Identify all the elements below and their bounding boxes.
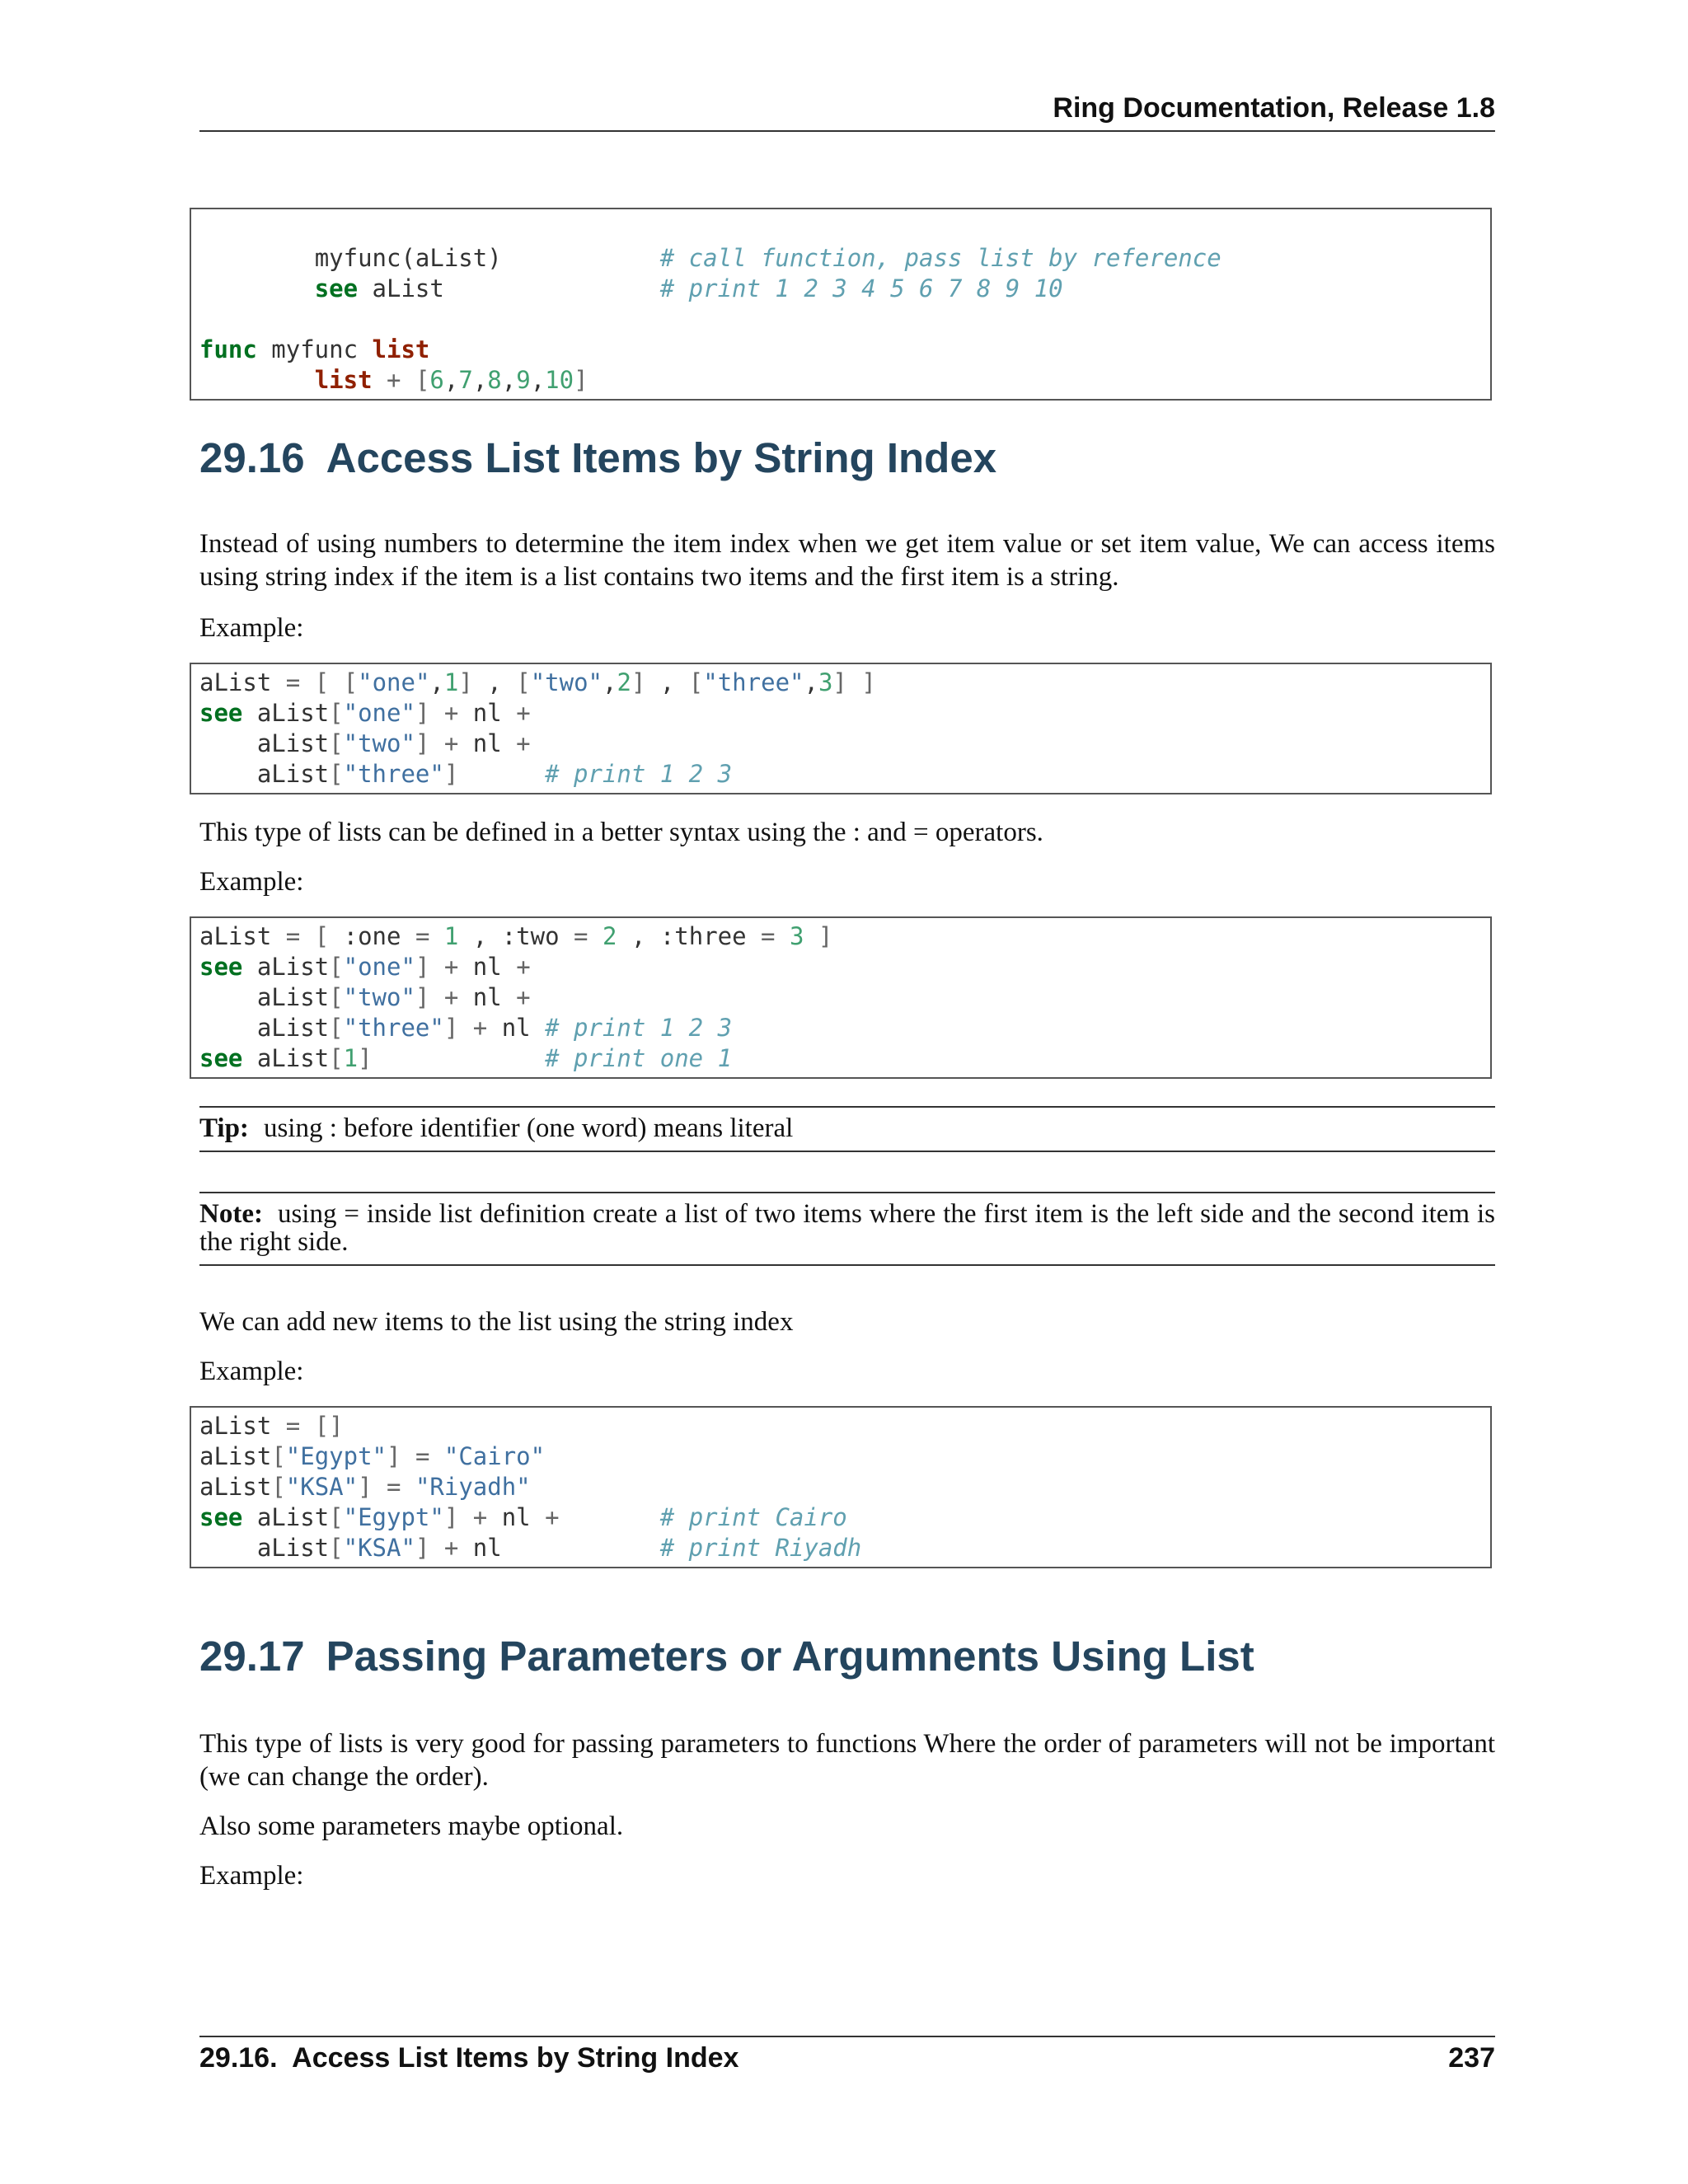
footer-rule [199, 2036, 1495, 2037]
footer-page-number: 237 [1448, 2042, 1495, 2074]
section-heading-29-17 [199, 1632, 1254, 1680]
code-line: see aList["one"] + nl + [199, 699, 531, 727]
note-label: Note: [199, 1199, 263, 1229]
code-line: see aList["Egypt"] + nl + # print Cairo [199, 1503, 847, 1531]
code-line: aList["two"] + nl + [199, 729, 531, 757]
code-line: func myfunc list [199, 335, 430, 363]
paragraph: This type of lists can be defined in a better syntax using the : and = operators. [199, 818, 1043, 847]
header-rule [199, 130, 1495, 132]
tip-label: Tip: [199, 1113, 249, 1143]
code-line: aList["two"] + nl + [199, 983, 531, 1011]
paragraph: Also some parameters maybe optional. [199, 1811, 624, 1841]
paragraph: We can add new items to the list using the string index [199, 1307, 794, 1337]
example-label: Example: [199, 1861, 304, 1891]
code-line: aList = [ :one = 1 , :two = 2 , :three = 3 ] [199, 922, 833, 950]
tip-bottom-rule [199, 1151, 1495, 1152]
section-heading-29-16 [199, 434, 996, 482]
code-line: see aList # print 1 2 3 4 5 6 7 8 9 10 [314, 274, 1063, 302]
code-line: aList["three"] # print 1 2 3 [199, 760, 733, 788]
tip-text: using : before identifier (one word) means literal [263, 1113, 794, 1143]
paragraph: This type of lists is very good for passing parameters to functions Where the order of parameters will not be important (we can change the order). [199, 1729, 1495, 1792]
code-line: see aList["one"] + nl + [199, 953, 531, 981]
example-label: Example: [199, 867, 304, 897]
footer-section-ref: 29.16. Access List Items by String Index [199, 2042, 739, 2074]
code-line: list + [6,7,8,9,10] [314, 366, 588, 394]
code-line: see aList[1] # print one 1 [199, 1044, 733, 1072]
code-line: aList["KSA"] + nl # print Riyadh [199, 1534, 862, 1562]
example-label: Example: [199, 613, 304, 643]
tip-box [199, 1106, 1495, 1152]
note-box [199, 1192, 1495, 1266]
code-block-4 [190, 1406, 1492, 1568]
code-block-1 [190, 208, 1492, 401]
section-title: Passing Parameters or Argumnents Using List [326, 1633, 1254, 1680]
code-block-3 [190, 916, 1492, 1079]
code-line: aList["Egypt"] = "Cairo" [199, 1442, 546, 1470]
note-bottom-rule [199, 1264, 1495, 1266]
section-title: Access List Items by String Index [326, 434, 997, 481]
section-number: 29.17 [199, 1633, 305, 1680]
note-text: using = inside list definition create a list of two items where the first item is the left side and the second item is the right side. [199, 1199, 1495, 1257]
code-line: aList["KSA"] = "Riyadh" [199, 1473, 531, 1501]
code-line [199, 304, 1482, 335]
document-page [199, 0, 1495, 2184]
example-label: Example: [199, 1357, 304, 1386]
section-number: 29.16 [199, 434, 305, 481]
code-line: myfunc(aList) # call function, pass list by reference [314, 244, 1221, 272]
running-header: Ring Documentation, Release 1.8 [1053, 92, 1495, 124]
code-line: aList["three"] + nl # print 1 2 3 [199, 1014, 733, 1042]
code-line: aList = [] [199, 1412, 344, 1440]
code-line: aList = [ ["one",1] , ["two",2] , ["three",3] ] [199, 668, 876, 696]
paragraph: Instead of using numbers to determine the item index when we get item value or set item value, We can access items using string index if the item is a list contains two items and the first item is a string. [199, 529, 1495, 592]
code-block-2 [190, 663, 1492, 794]
